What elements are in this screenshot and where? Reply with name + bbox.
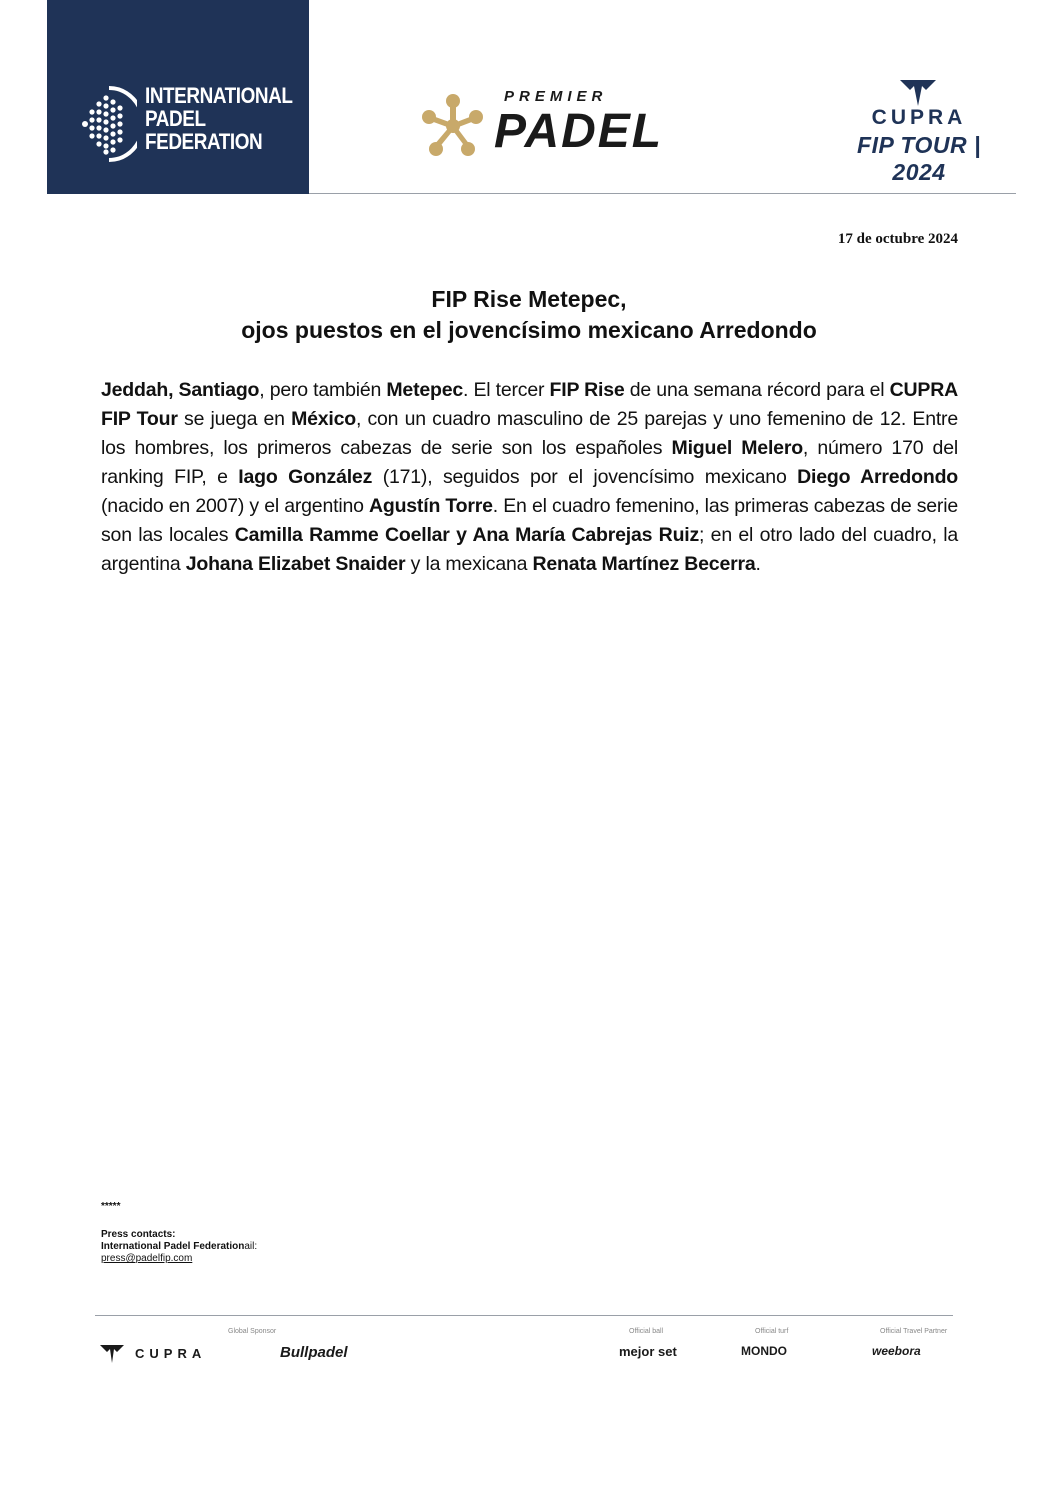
title-line-2: ojos puestos en el jovencísimo mexicano Arredondo: [241, 317, 817, 343]
cupra-emblem-icon: [900, 80, 936, 106]
sponsor-bullpadel-logo: Bullpadel: [280, 1344, 348, 1361]
body-bold-segment: Johana Elizabet Snaider: [185, 553, 406, 575]
article-body: [101, 376, 958, 579]
padel-racket-icon: [77, 86, 137, 162]
publication-date: 17 de octubre 2024: [837, 231, 958, 247]
body-text-segment: (171), seguidos por el jovencísimo mexicano: [372, 466, 798, 488]
ipf-line-3: FEDERATION: [145, 129, 263, 154]
body-bold-segment: FIP Rise: [549, 379, 625, 401]
cupra-fip-tour-logo: [845, 80, 995, 185]
press-org-line: [101, 1241, 257, 1253]
body-text-segment: y la mexicana: [405, 553, 533, 575]
sponsor-divider: [95, 1315, 953, 1316]
premier-text: PREMIER: [504, 88, 608, 105]
sponsor-mondo-logo: MONDO: [741, 1344, 787, 1358]
separator-stars: *****: [101, 1201, 121, 1212]
sponsor-label-global: Global Sponsor: [228, 1328, 277, 1335]
body-text-segment: de una semana récord para el: [624, 379, 890, 401]
sponsor-mejorset-logo: mejor set: [619, 1344, 677, 1359]
ipf-line-1: INTERNATIONAL: [145, 83, 293, 108]
sponsor-weebora-logo: weebora: [872, 1344, 921, 1358]
body-bold-segment: Metepec: [386, 379, 464, 401]
sponsor-label-ball: Official ball: [629, 1328, 664, 1335]
padel-text: PADEL: [494, 105, 664, 158]
body-text-segment: , número 170 del ranking FIP, e: [101, 437, 958, 488]
title-line-1: FIP Rise Metepec,: [431, 286, 627, 312]
body-bold-segment: CUPRA FIP Tour: [101, 379, 958, 430]
body-bold-segment: Jeddah, Santiago: [101, 379, 260, 401]
body-text-segment: ; en el otro lado del cuadro, la argentina: [101, 524, 958, 575]
body-bold-segment: México: [291, 408, 356, 430]
body-text-segment: .: [755, 553, 761, 575]
article-title: [0, 284, 1058, 346]
sponsor-label-turf: Official turf: [755, 1328, 789, 1335]
body-bold-segment: Renata Martínez Becerra: [532, 553, 756, 575]
press-org-suffix: ail:: [244, 1241, 258, 1252]
body-text-segment: . El tercer: [463, 379, 550, 401]
sponsor-label-travel: Official Travel Partner: [880, 1328, 948, 1335]
body-text-segment: , pero también: [259, 379, 387, 401]
body-bold-segment: Miguel Melero: [671, 437, 803, 459]
body-bold-segment: Camilla Ramme Coellar y Ana María Cabrejas Ruiz: [234, 524, 700, 546]
body-text-segment: se juega en: [177, 408, 292, 430]
sponsor-cupra-logo: CUPRA: [135, 1346, 207, 1361]
press-org-name: International Padel Federation: [101, 1241, 245, 1252]
press-email-link[interactable]: press@padelfip.com: [101, 1253, 193, 1264]
press-contacts-heading: Press contacts:: [101, 1229, 176, 1240]
header-divider: [309, 193, 1016, 194]
premier-padel-logo: [418, 88, 713, 160]
body-text-segment: (nacido en 2007) y el argentino: [101, 495, 369, 517]
press-contacts-block: [101, 1201, 257, 1265]
cupra-emblem-icon: [100, 1345, 124, 1363]
body-bold-segment: Diego Arredondo: [797, 466, 958, 488]
ipf-line-2: PADEL: [145, 106, 206, 131]
padel-flower-icon: [418, 93, 488, 159]
body-text-segment: . En el cuadro femenino, las primeras cabezas de serie son las locales: [101, 495, 958, 546]
ipf-wordmark: [145, 84, 293, 153]
cupra-wordmark: CUPRA: [871, 106, 967, 129]
ipf-logo-block: [47, 0, 309, 194]
body-bold-segment: Iago González: [238, 466, 373, 488]
body-text-segment: , con un cuadro masculino de 25 parejas y uno femenino de 12. Entre los hombres, los primeros cabezas de serie son los españoles: [101, 408, 958, 459]
body-bold-segment: Agustín Torre: [368, 495, 493, 517]
fip-tour-2024: FIP TOUR | 2024: [857, 132, 981, 185]
